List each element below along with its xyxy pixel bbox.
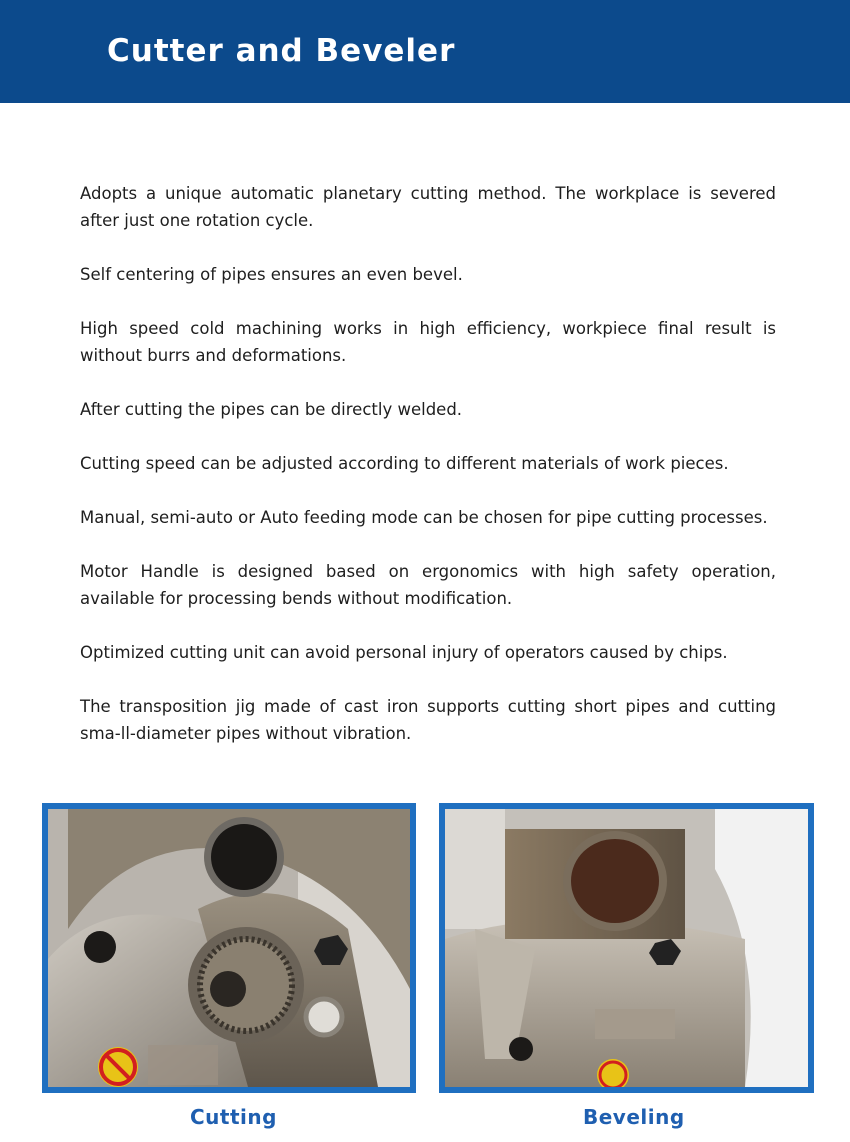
cutting-photo	[48, 809, 410, 1087]
feature-item: The transposition jig made of cast iron supports cutting short pipes and cutting sma-ll-diameter pipes without vibration.	[80, 697, 776, 743]
feature-item: Adopts a unique automatic planetary cutting method. The workplace is severed after just one rotation cycle.	[80, 184, 776, 230]
beveling-caption: Beveling	[583, 1105, 685, 1129]
beveling-photo-frame	[439, 803, 814, 1093]
feature-item: Manual, semi-auto or Auto feeding mode can be chosen for pipe cutting processes.	[80, 508, 768, 527]
feature-item: Motor Handle is designed based on ergonomics with high safety operation, available for processing bends without modification.	[80, 562, 776, 608]
feature-list	[80, 180, 776, 774]
feature-item: Cutting speed can be adjusted according to different materials of work pieces.	[80, 454, 729, 473]
feature-item: Optimized cutting unit can avoid personal injury of operators caused by chips.	[80, 643, 728, 662]
page-header	[0, 0, 850, 103]
cutting-caption: Cutting	[190, 1105, 277, 1129]
beveling-photo	[445, 809, 808, 1087]
feature-item: High speed cold machining works in high efficiency, workpiece final result is without burrs and deformations.	[80, 319, 776, 365]
feature-item: After cutting the pipes can be directly welded.	[80, 400, 463, 419]
cutting-photo-frame	[42, 803, 416, 1093]
page-title: Cutter and Beveler	[107, 33, 456, 69]
feature-item: Self centering of pipes ensures an even bevel.	[80, 265, 463, 284]
